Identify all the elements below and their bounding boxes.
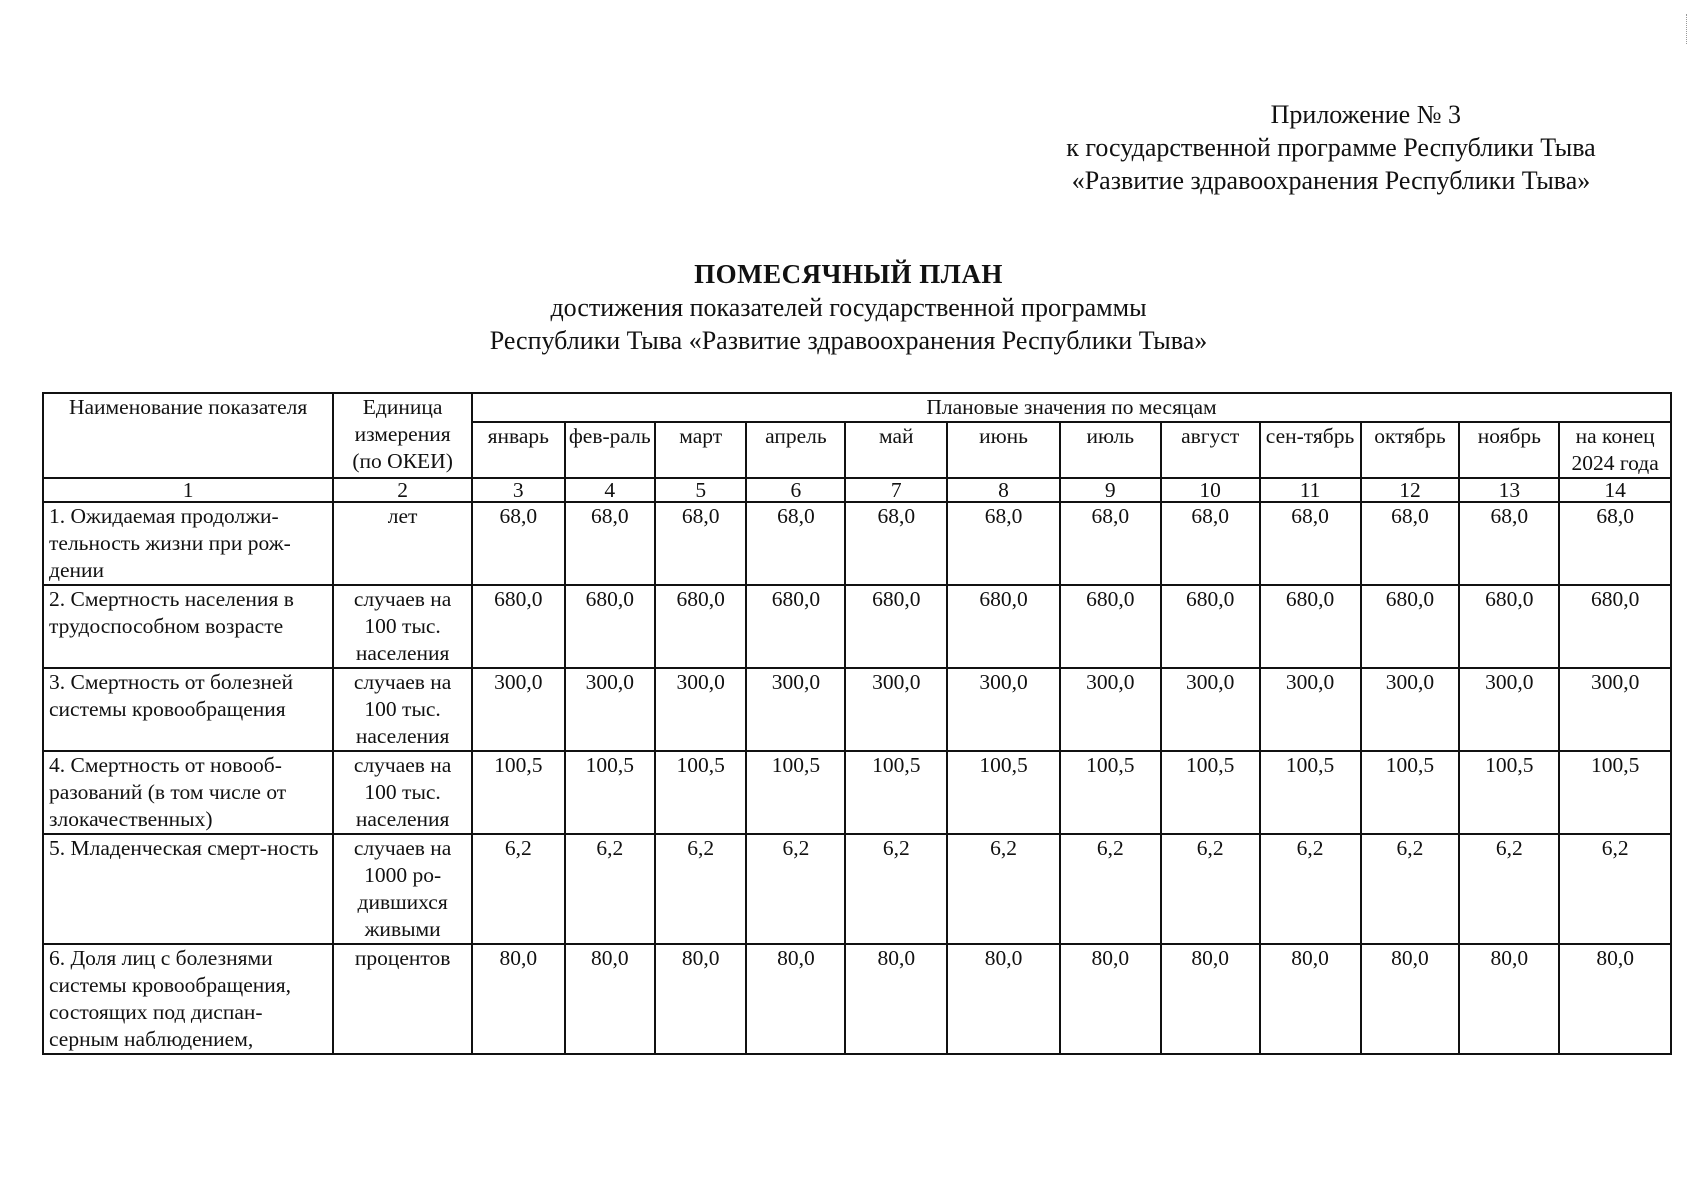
appendix-number: Приложение № 3 — [1270, 100, 1461, 129]
plan-value: 300,0 — [947, 668, 1060, 751]
plan-value: 680,0 — [1361, 585, 1460, 668]
header-month: фев-раль — [565, 422, 655, 478]
title-main: ПОМЕСЯЧНЫЙ ПЛАН — [694, 259, 1003, 289]
plan-value: 6,2 — [1161, 834, 1260, 944]
plan-value: 80,0 — [472, 944, 565, 1054]
table-row — [43, 585, 1671, 668]
title-line-3: Республики Тыва «Развитие здравоохранения Республики Тыва» — [489, 326, 1208, 355]
plan-value: 680,0 — [1260, 585, 1361, 668]
plan-value: 300,0 — [746, 668, 845, 751]
plan-value: 68,0 — [1260, 502, 1361, 585]
column-number: 11 — [1260, 478, 1361, 502]
plan-value: 300,0 — [1459, 668, 1559, 751]
table-row — [43, 834, 1671, 944]
plan-value: 6,2 — [746, 834, 845, 944]
title-line-2: достижения показателей государственной программы — [550, 293, 1147, 322]
plan-value: 300,0 — [1060, 668, 1161, 751]
header-month: июнь — [947, 422, 1060, 478]
plan-value: 300,0 — [565, 668, 655, 751]
plan-value: 6,2 — [655, 834, 746, 944]
plan-value: 100,5 — [565, 751, 655, 834]
monthly-plan-table — [42, 392, 1672, 1055]
header-plan: Плановые значения по месяцам — [472, 393, 1671, 422]
plan-value: 80,0 — [746, 944, 845, 1054]
header-month: октябрь — [1361, 422, 1460, 478]
plan-value: 100,5 — [1060, 751, 1161, 834]
indicator-name: 3. Смертность от болезней системы кровообращения — [43, 668, 333, 751]
plan-value: 100,5 — [947, 751, 1060, 834]
plan-value: 80,0 — [1260, 944, 1361, 1054]
plan-value: 80,0 — [655, 944, 746, 1054]
plan-value: 6,2 — [947, 834, 1060, 944]
plan-value: 6,2 — [472, 834, 565, 944]
header-month: ноябрь — [1459, 422, 1559, 478]
plan-value: 100,5 — [1559, 751, 1671, 834]
appendix-program: к государственной программе Республики Тыва — [1066, 133, 1596, 162]
header-name: Наименование показателя — [43, 393, 333, 478]
plan-value: 80,0 — [565, 944, 655, 1054]
column-number: 8 — [947, 478, 1060, 502]
header-month: сен-тябрь — [1260, 422, 1361, 478]
indicator-name: 4. Смертность от новооб-разований (в том числе от злокачественных) — [43, 751, 333, 834]
table-row — [43, 751, 1671, 834]
table-row — [43, 668, 1671, 751]
header-month: август — [1161, 422, 1260, 478]
header-row-1 — [43, 393, 1671, 422]
column-number: 4 — [565, 478, 655, 502]
header-month: июль — [1060, 422, 1161, 478]
indicator-name: 5. Младенческая смерт-ность — [43, 834, 333, 944]
plan-value: 680,0 — [1060, 585, 1161, 668]
plan-value: 100,5 — [845, 751, 947, 834]
indicator-unit: случаев на 100 тыс. населения — [333, 585, 472, 668]
plan-value: 80,0 — [1161, 944, 1260, 1054]
indicator-name: 2. Смертность населения в трудоспособном возрасте — [43, 585, 333, 668]
column-number: 13 — [1459, 478, 1559, 502]
column-number: 6 — [746, 478, 845, 502]
plan-value: 68,0 — [1459, 502, 1559, 585]
plan-value: 680,0 — [1161, 585, 1260, 668]
plan-value: 680,0 — [1459, 585, 1559, 668]
appendix-header — [1021, 98, 1641, 197]
table-row — [43, 944, 1671, 1054]
column-number: 12 — [1361, 478, 1460, 502]
plan-value: 80,0 — [1361, 944, 1460, 1054]
plan-value: 6,2 — [1060, 834, 1161, 944]
plan-value: 80,0 — [1060, 944, 1161, 1054]
plan-value: 80,0 — [1459, 944, 1559, 1054]
column-number: 1 — [43, 478, 333, 502]
plan-value: 68,0 — [472, 502, 565, 585]
header-month: январь — [472, 422, 565, 478]
indicator-unit: случаев на 100 тыс. населения — [333, 668, 472, 751]
appendix-program-name: «Развитие здравоохранения Республики Тыва» — [1071, 166, 1591, 195]
header-month: март — [655, 422, 746, 478]
document-title — [0, 258, 1697, 357]
header-month: май — [845, 422, 947, 478]
column-number: 2 — [333, 478, 472, 502]
column-numbers-row — [43, 478, 1671, 502]
plan-value: 80,0 — [947, 944, 1060, 1054]
plan-value: 300,0 — [1161, 668, 1260, 751]
plan-value: 80,0 — [845, 944, 947, 1054]
indicator-unit: случаев на 1000 ро-дившихся живыми — [333, 834, 472, 944]
plan-value: 6,2 — [1559, 834, 1671, 944]
plan-value: 100,5 — [1459, 751, 1559, 834]
plan-value: 68,0 — [845, 502, 947, 585]
plan-value: 300,0 — [845, 668, 947, 751]
indicator-name: 6. Доля лиц с болезнями системы кровообращения, состоящих под диспан-серным наблюдением, — [43, 944, 333, 1054]
indicator-unit: процентов — [333, 944, 472, 1054]
plan-value: 100,5 — [472, 751, 565, 834]
indicator-name: 1. Ожидаемая продолжи-тельность жизни при рож-дении — [43, 502, 333, 585]
indicator-unit: лет — [333, 502, 472, 585]
plan-value: 300,0 — [1361, 668, 1460, 751]
plan-value: 6,2 — [1361, 834, 1460, 944]
column-number: 5 — [655, 478, 746, 502]
plan-value: 68,0 — [1060, 502, 1161, 585]
plan-value: 68,0 — [565, 502, 655, 585]
plan-value: 68,0 — [1559, 502, 1671, 585]
plan-value: 6,2 — [1260, 834, 1361, 944]
plan-value: 6,2 — [845, 834, 947, 944]
header-month: на конец 2024 года — [1559, 422, 1671, 478]
table-row — [43, 502, 1671, 585]
plan-value: 100,5 — [746, 751, 845, 834]
plan-value: 100,5 — [1260, 751, 1361, 834]
column-number: 14 — [1559, 478, 1671, 502]
column-number: 3 — [472, 478, 565, 502]
plan-value: 100,5 — [1361, 751, 1460, 834]
column-number: 7 — [845, 478, 947, 502]
plan-value: 680,0 — [845, 585, 947, 668]
plan-value: 68,0 — [947, 502, 1060, 585]
plan-value: 100,5 — [1161, 751, 1260, 834]
plan-value: 680,0 — [1559, 585, 1671, 668]
plan-value: 680,0 — [655, 585, 746, 668]
plan-value: 300,0 — [1559, 668, 1671, 751]
plan-value: 68,0 — [1161, 502, 1260, 585]
plan-value: 68,0 — [746, 502, 845, 585]
plan-value: 680,0 — [746, 585, 845, 668]
scan-edge-mark — [1686, 14, 1695, 44]
header-unit: Единица измерения (по ОКЕИ) — [333, 393, 472, 478]
plan-value: 68,0 — [655, 502, 746, 585]
indicator-unit: случаев на 100 тыс. населения — [333, 751, 472, 834]
plan-value: 80,0 — [1559, 944, 1671, 1054]
column-number: 9 — [1060, 478, 1161, 502]
plan-value: 680,0 — [565, 585, 655, 668]
plan-value: 300,0 — [472, 668, 565, 751]
plan-value: 68,0 — [1361, 502, 1460, 585]
column-number: 10 — [1161, 478, 1260, 502]
plan-value: 680,0 — [472, 585, 565, 668]
plan-value: 300,0 — [1260, 668, 1361, 751]
header-month: апрель — [746, 422, 845, 478]
plan-value: 300,0 — [655, 668, 746, 751]
plan-value: 6,2 — [565, 834, 655, 944]
plan-value: 6,2 — [1459, 834, 1559, 944]
plan-value: 680,0 — [947, 585, 1060, 668]
plan-value: 100,5 — [655, 751, 746, 834]
